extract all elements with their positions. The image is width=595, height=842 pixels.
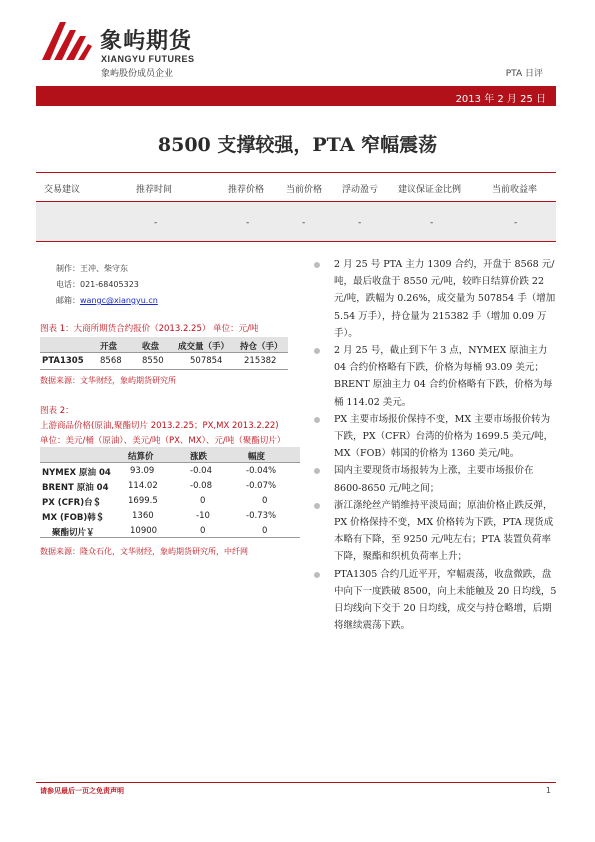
logo-chinese-name: 象屿期货: [100, 29, 193, 54]
figure2-unit: 单位：美元/桶（原油）、美元/吨（PX、MX）、元/吨（聚酯切片）: [40, 436, 286, 446]
table-row: [40, 523, 300, 538]
bullet-text: PX 主要市场报价保持不变，MX 主要市场报价转为下跌，PX（CFR）台湾的价格为 1699.5 美元/吨，MX（FOB）韩国的价格为 1360 美元/吨。: [334, 413, 554, 460]
figure1-col-close: 收盘: [142, 342, 160, 352]
list-item: [312, 462, 558, 496]
cell-current-yield: -: [514, 218, 518, 228]
figure2-row-change: -0.04: [190, 466, 212, 476]
figure1-open: 8568: [100, 356, 122, 366]
figure2-row-settle: 1360: [132, 511, 154, 521]
figure1-col-open: 开盘: [100, 342, 118, 352]
figure2-row-name: 聚酯切片￥: [52, 528, 95, 538]
bullet-text: 2 月 25 号 PTA 主力 1309 合约，开盘于 8568 元/吨，最后收盘于 8550 元/吨，较昨日结算价跌 22 元/吨，跌幅为 0.26%，成交量为 507854 手（增加 5.54 万手），持仓量为 215382 手（增加 0.09 万手）。: [334, 259, 556, 339]
bullet-dot-icon: [314, 348, 320, 354]
report-type: PTA 日评: [505, 69, 543, 79]
date-bar: [36, 86, 556, 106]
figure1-source: 数据来源：文华财经，象屿期货研究所: [40, 376, 176, 385]
bullet-text: 国内主要现货市场报转为上涨，主要市场报价在 8600-8650 元/吨之间；: [334, 465, 534, 494]
trade-table-header: [36, 172, 556, 202]
phone: 电话：021-68405323: [56, 280, 139, 289]
list-item: [312, 566, 558, 635]
cell-recommend-time: -: [154, 218, 158, 228]
page-number: 1: [545, 786, 551, 795]
col-floating-pnl: 浮动盈亏: [342, 185, 379, 195]
figure2-source: 数据来源：隆众石化，文华财经，象屿期货研究所，中纤网: [40, 547, 248, 556]
email-link[interactable]: wangc@xiangyu.cn: [80, 296, 158, 305]
col-margin-ratio: 建议保证金比例: [398, 185, 462, 195]
figure2-row-name: MX (FOB)韩＄: [42, 513, 105, 523]
figure2-row-name: PX (CFR)台＄: [42, 498, 102, 508]
col-current-price: 当前价格: [286, 185, 323, 195]
logo-subtitle: 象屿股份成员企业: [101, 69, 174, 79]
figure2-row-settle: 93.09: [130, 466, 155, 476]
bullet-dot-icon: [314, 468, 320, 474]
figure2-subtitle: 上游商品价格(原油,聚酯切片 2013.2.25；PX,MX 2013.2.22): [40, 421, 279, 431]
table-row: [40, 508, 300, 523]
bullet-text: PTA1305 合约几近平开，窄幅震荡，收盘微跌，盘中向下一度跌破 8500，向上未能触及 20 日均线，5 日均线向下交于 20 日均线，成交与持仓略增，后期将继续震荡下跌。: [334, 568, 557, 632]
list-item: [312, 411, 558, 463]
figure2-row-settle: 10900: [130, 526, 158, 536]
figure2-row-name: BRENT 原油 04: [42, 483, 109, 493]
figure2-row-settle: 1699.5: [128, 496, 158, 506]
figure2-row-settle: 114.02: [128, 481, 158, 491]
list-item: [312, 256, 558, 342]
authors: 制作：王冲、柴守东: [56, 264, 128, 273]
figure2-row-change: -10: [196, 511, 210, 521]
cell-floating-pnl: -: [358, 218, 362, 228]
col-trade-suggestion: 交易建议: [44, 185, 81, 195]
figure2-table: [40, 447, 300, 538]
figure1-volume: 507854: [190, 356, 223, 366]
company-logo: [38, 14, 228, 80]
col-recommend-time: 推荐时间: [136, 185, 173, 195]
bullet-text: 浙江涤纶丝产销维持平淡局面；原油价格止跌反弹，PX 价格保持不变，MX 价格转为下跌，PTA 现货成本略有下降，至 9250 元/吨左右；PTA 装置负荷率下降，聚酯和织机负荷率上升；: [334, 499, 554, 563]
figure1-title: 图表 1：大商所期货合约报价（2013.2.25） 单位：元/吨: [40, 324, 259, 334]
figure2-row-pct: -0.73%: [246, 511, 277, 521]
commentary-list: [312, 256, 558, 634]
figure2-row-name: NYMEX 原油 04: [42, 468, 111, 478]
figure2-title: 图表 2：: [40, 406, 74, 416]
email-label: 邮箱：: [56, 296, 80, 305]
figure2-row-change: 0: [200, 496, 206, 506]
figure1-contract: PTA1305: [42, 356, 84, 366]
table-row: [40, 463, 300, 478]
figure2-row-pct: -0.04%: [246, 466, 277, 476]
figure2-row-change: -0.08: [190, 481, 212, 491]
cell-recommend-price: -: [246, 218, 250, 228]
figure2-row-pct: -0.07%: [246, 481, 277, 491]
bullet-dot-icon: [314, 503, 320, 509]
xiangyu-logo-icon: [38, 16, 94, 66]
col-current-yield: 当前收益率: [492, 185, 538, 195]
cell-margin-ratio: -: [430, 218, 434, 228]
bullet-dot-icon: [314, 572, 320, 578]
table-row: [40, 353, 288, 370]
col-recommend-price: 推荐价格: [228, 185, 265, 195]
logo-english-name: XIANGYU FUTURES: [101, 54, 195, 64]
figure1-oi: 215382: [244, 356, 277, 366]
bullet-dot-icon: [314, 262, 320, 268]
trade-table-row: [36, 202, 556, 242]
cell-current-price: -: [302, 218, 306, 228]
figure1-col-oi: 持仓（手）: [240, 342, 283, 352]
list-item: [312, 497, 558, 566]
figure2-header-row: [40, 447, 300, 463]
figure1-table: [40, 337, 288, 370]
figure1-col-volume: 成交量（手）: [178, 342, 230, 352]
trade-suggestion-table: [36, 172, 556, 244]
email-row: [56, 295, 158, 306]
bullet-text: 2 月 25 号，截止到下午 3 点，NYMEX 原油主力 04 合约价格略有下跌，价格为每桶 93.09 美元；BRENT 原油主力 04 合约价格略有下跌，价格为每桶 114.02 美元。: [334, 345, 553, 408]
figure1-close: 8550: [142, 356, 164, 366]
report-date: 2013 年 2 月 25 日: [455, 94, 546, 105]
disclaimer-link[interactable]: 请参见最后一页之免责声明: [40, 787, 124, 795]
figure1-header-row: [40, 337, 288, 353]
figure2-col-pct: 幅度: [248, 452, 266, 462]
bullet-dot-icon: [314, 417, 320, 423]
report-title: 8500 支撑较强，PTA 窄幅震荡: [157, 134, 438, 156]
figure2-row-change: 0: [200, 526, 206, 536]
figure2-row-pct: 0: [262, 496, 268, 506]
list-item: [312, 342, 558, 411]
figure2-col-change: 涨跌: [190, 452, 208, 462]
figure2-col-settle: 结算价: [128, 452, 154, 462]
table-row: [40, 493, 300, 508]
figure2-row-pct: 0: [262, 526, 268, 536]
footer-divider: [36, 782, 556, 783]
table-row: [40, 478, 300, 493]
